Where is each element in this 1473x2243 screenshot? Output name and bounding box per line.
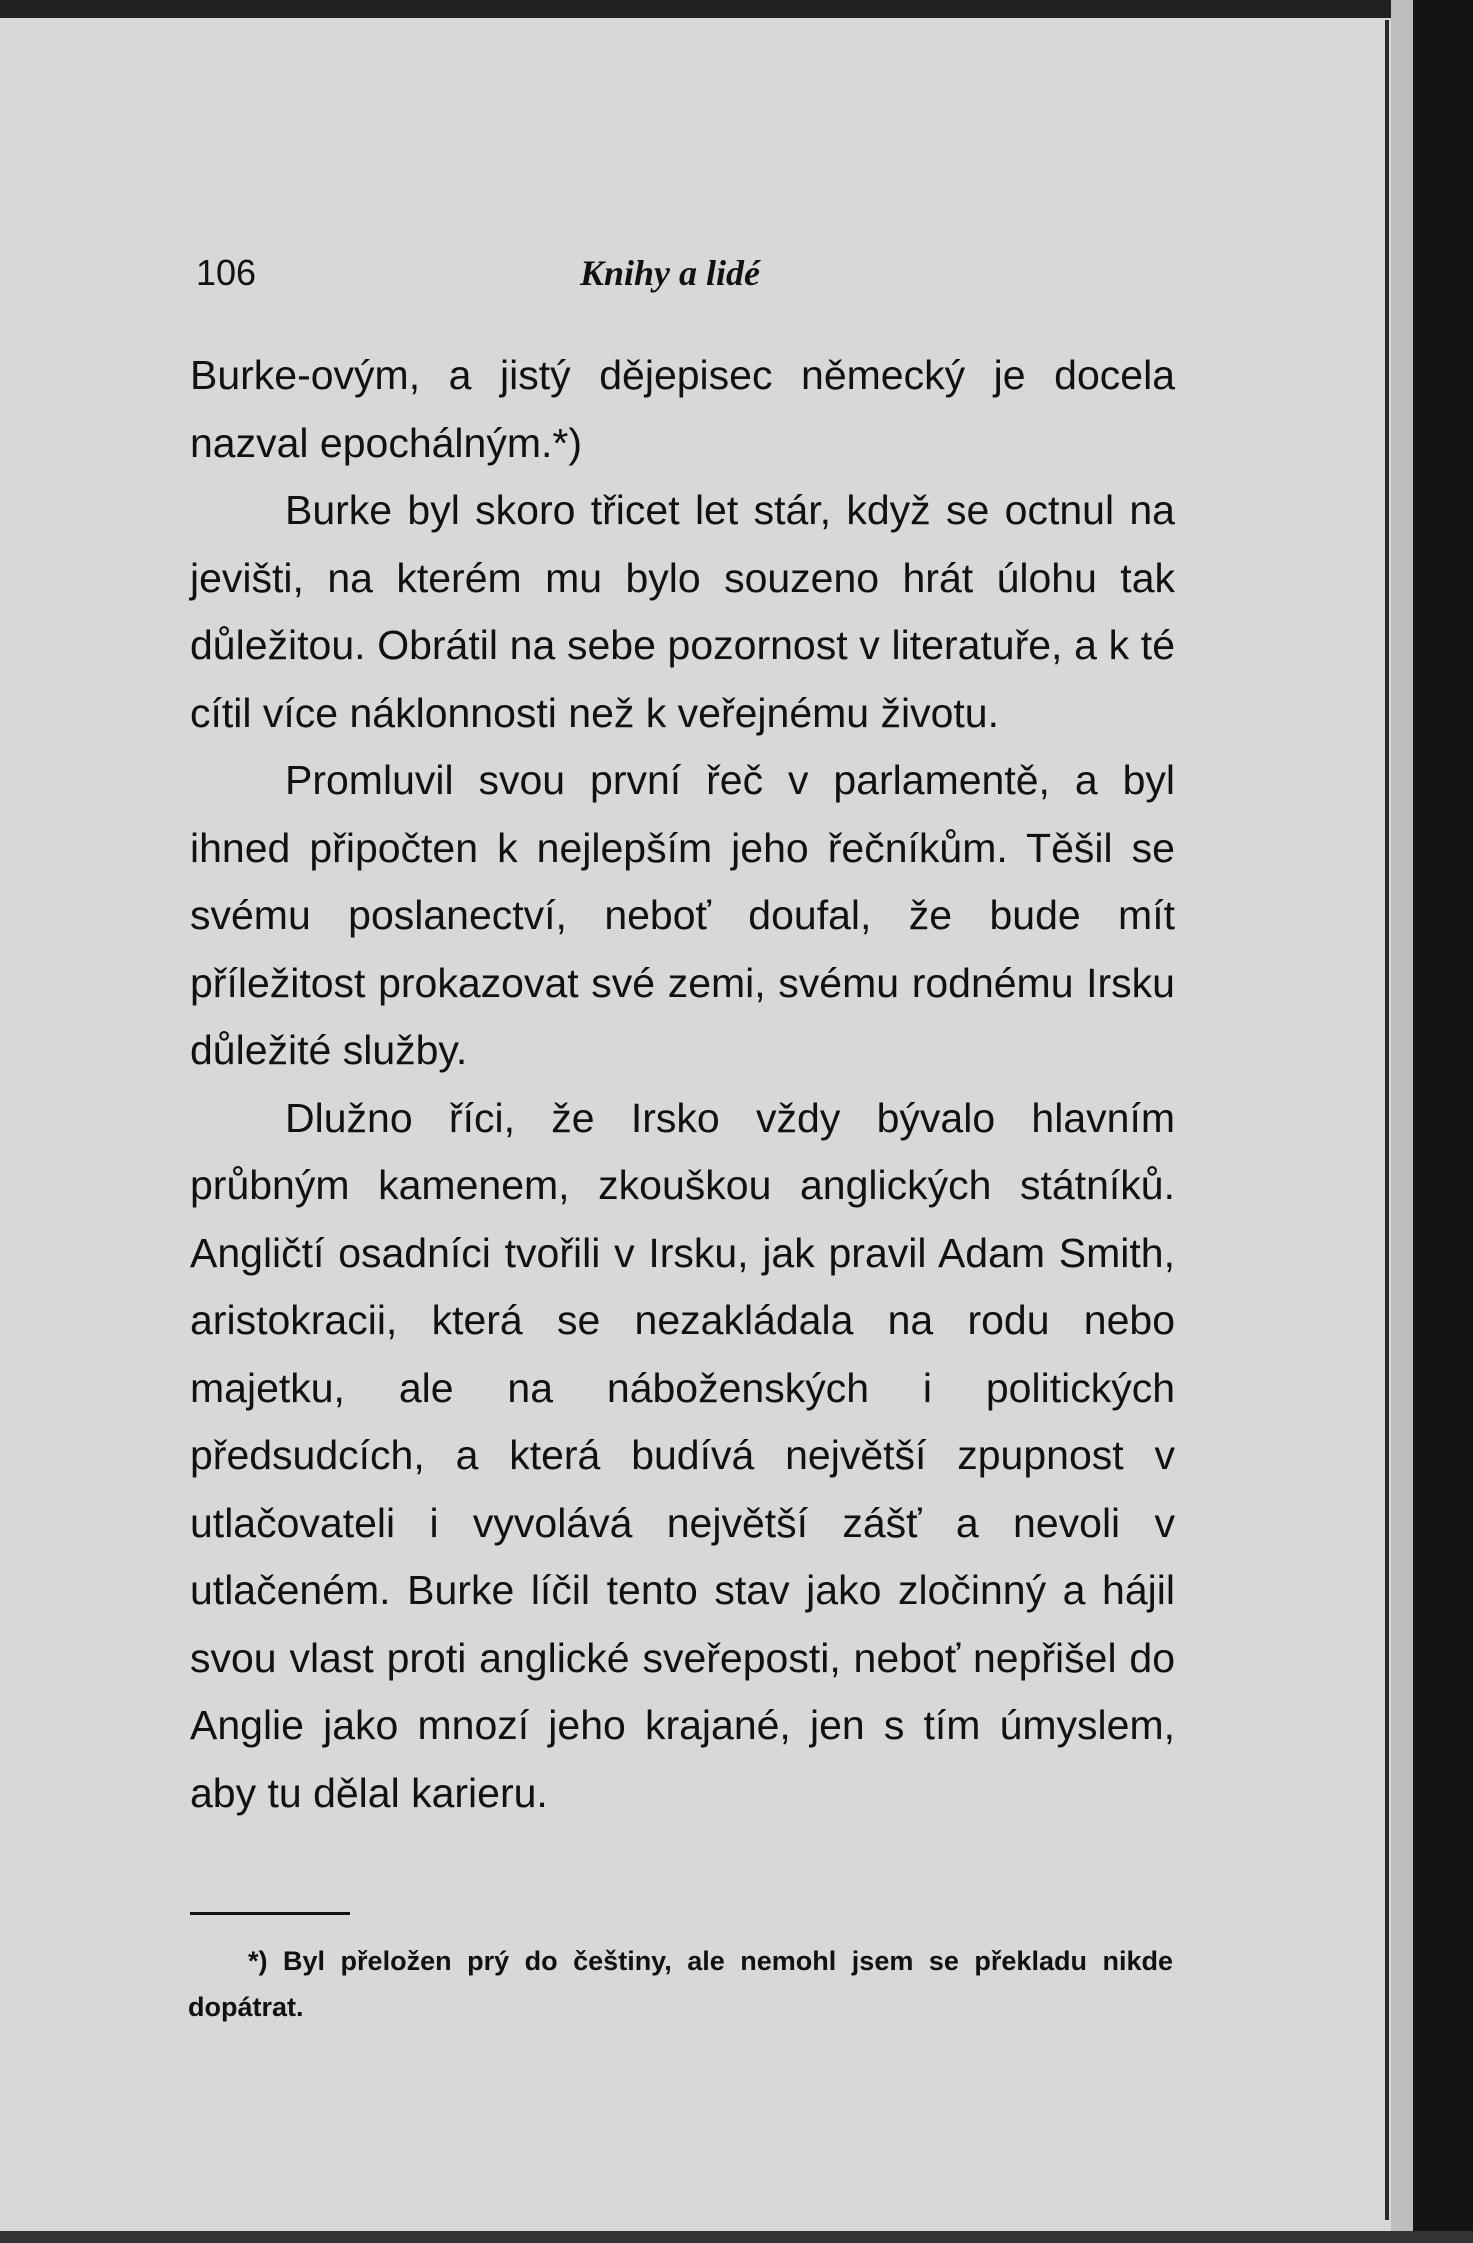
scan-right-border	[1413, 0, 1473, 2243]
scan-edge-line	[1385, 20, 1389, 2220]
scan-top-border	[0, 0, 1473, 18]
running-title: Knihy a lidé	[580, 253, 761, 293]
scan-edge-strip	[1391, 0, 1413, 2243]
scan-bottom-border	[0, 2231, 1473, 2243]
footnote-rule	[190, 1912, 350, 1915]
paragraph: Promluvil svou první řeč v parlamentě, a byl ihned připočten k nejlepším jeho řečníkům. Těšil se svému poslanectví, neboť doufal, že bude mít příležitost prokazovat své zemi, svému rodnému Irsku důležité služby.	[190, 757, 1175, 1073]
page-number: 106	[196, 252, 257, 293]
paragraph: Burke byl skoro třicet let stár, když se octnul na jevišti, na kterém mu bylo souzeno hrát úlohu tak důležitou. Obrátil na sebe pozornost v literatuře, a k té cítil více náklonnosti než k veřejnému životu.	[190, 487, 1175, 736]
body-text	[190, 342, 1175, 1827]
paragraph: Dlužno říci, že Irsko vždy bývalo hlavním průbným kamenem, zkouškou anglických státníků. Angličtí osadníci tvořili v Irsku, jak pravil Adam Smith, aristokracii, která se nezakládala na rodu nebo majetku, ale na náboženských i politických předsudcích, a která budívá největší zpupnost v utlačovateli i vyvolává největší zášť a nevoli v utlačeném. Burke líčil tento stav jako zločinný a hájil svou vlast proti anglické sveřeposti, neboť nepřišel do Anglie jako mnozí jeho krajané, jen s tím úmyslem, aby tu dělal karieru.	[190, 1094, 1175, 1816]
footnote: *) Byl přeložen prý do češtiny, ale nemohl jsem se překladu nikde dopátrat.	[188, 1946, 1173, 2022]
paragraph: Burke-ovým, a jistý dějepisec německý je docela nazval epochálným.*)	[190, 352, 1175, 466]
page-header	[196, 252, 1176, 312]
